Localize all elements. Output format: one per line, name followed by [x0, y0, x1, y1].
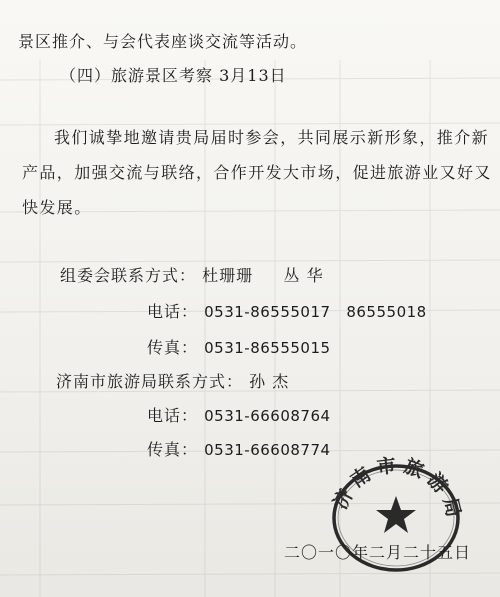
jinan-fax-row — [147, 440, 331, 460]
jinan-bureau-contact-row — [56, 372, 289, 392]
organizer-phone-label: 电话： — [147, 302, 199, 321]
organizer-fax-value: 0531-86555015 — [204, 339, 331, 357]
text-line-top: 景区推介、与会代表座谈交流等活动。 — [18, 32, 308, 51]
jinan-phone-value: 0531-66608764 — [204, 407, 331, 425]
organizer-contact-label: 组委会联系方式： — [60, 266, 197, 285]
organizer-phone-value: 0531-86555017 86555018 — [204, 303, 427, 321]
jinan-phone-label: 电话： — [147, 406, 199, 425]
jinan-phone-row — [147, 406, 331, 426]
organizer-phone-row — [147, 302, 427, 322]
document-date: 二〇一〇年二月二十五日 — [284, 543, 472, 562]
invitation-paragraph: 我们诚挚地邀请贵局届时参会，共同展示新形象，推介新产品，加强交流与联络，合作开发大市场，促进旅游业又好又快发展。 — [22, 128, 492, 217]
organizer-fax-row — [147, 338, 331, 358]
jinan-bureau-contact-label: 济南市旅游局联系方式： — [56, 372, 244, 391]
organizer-fax-label: 传真： — [147, 338, 199, 357]
organizer-contact-row — [60, 266, 324, 286]
jinan-fax-label: 传真： — [147, 440, 199, 459]
section-heading: （四）旅游景区考察 3月13日 — [60, 66, 287, 85]
organizer-contact-names: 杜珊珊 丛 华 — [202, 266, 324, 285]
seal-arc-text: 济南市旅游局 — [329, 454, 466, 526]
jinan-bureau-contact-name: 孙 杰 — [249, 372, 290, 391]
seal-star-icon — [376, 496, 416, 533]
jinan-fax-value: 0531-66608774 — [204, 441, 331, 459]
